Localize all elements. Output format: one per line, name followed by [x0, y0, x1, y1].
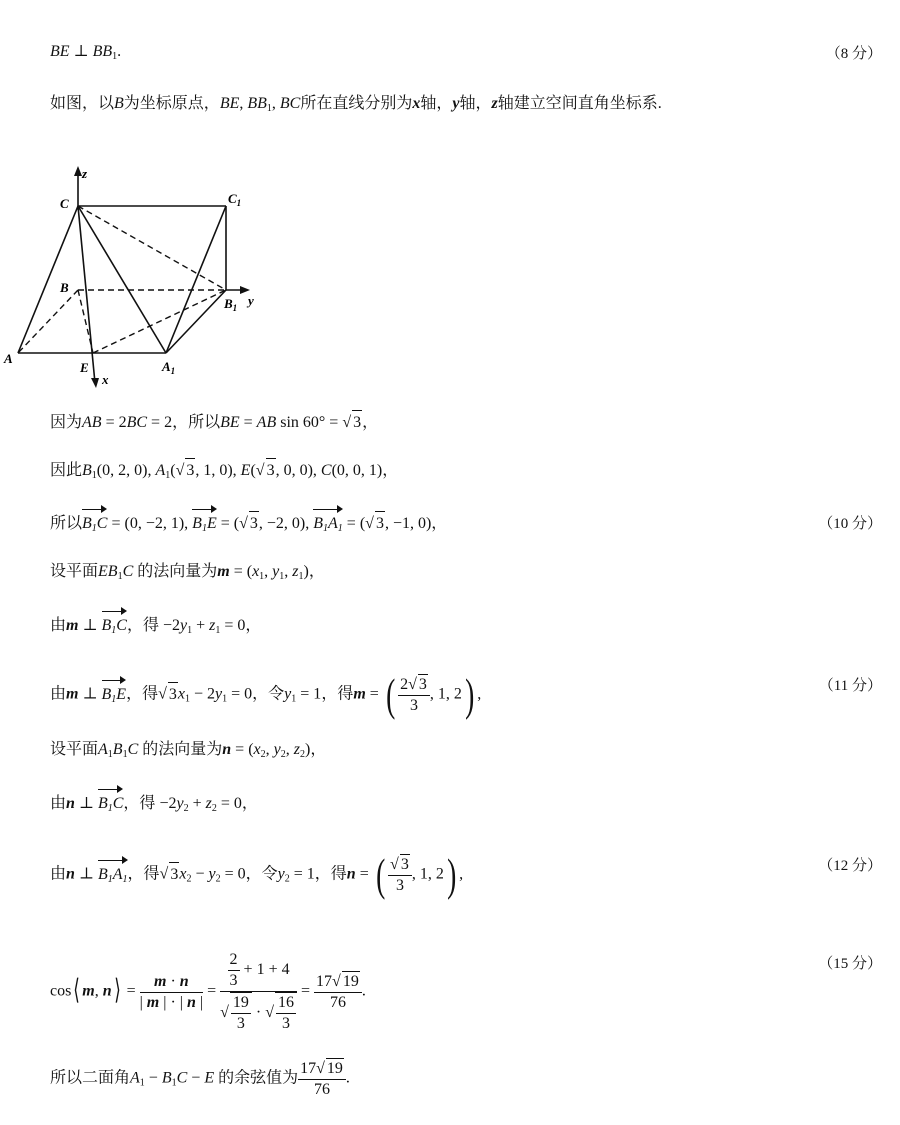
- line-m-perp-b1c: 由m ⊥ $B_1C$，得 $-2y_1 + z_1 = 0$，: [50, 612, 261, 636]
- line-conclusion: 所以二面角$A_1 - B_1C - E$ 的余弦值为 $\frac{17√ 19}{76}$ .: [50, 1060, 350, 1098]
- label-y: y: [248, 293, 254, 308]
- label-C1: $C_1$: [228, 191, 242, 208]
- line-compute-be: 因为AB = 2BC = 2，所以BE = AB sin 60° = √ 3，: [50, 410, 378, 434]
- label-A: A: [4, 351, 13, 366]
- label-E: E: [80, 360, 89, 375]
- line-be-perp: BE ⊥ $BB_1$.: [50, 43, 122, 62]
- line-n-result: 由n ⊥ $B_1A_1$，得√ $3x_2 - y_2 = 0$，令$y_2 = 1$，得n = ( $\frac{√ 3}{3}$ , 1, 2) ,: [50, 849, 464, 900]
- label-A1: $A_1$: [162, 359, 176, 376]
- line-cosine: cos⟨ m, n⟩ = $\frac{m \cdot n}{| m | \cdot | n |}$ = $\frac{2}{3}$ + 1 + 4 √ $\frac{19}{3}$ · √ $\frac{16}{3}$ = $\frac{17√ 19}{76}$ .: [50, 951, 366, 1032]
- label-B: B: [60, 280, 69, 295]
- label-B1: $B_1$: [224, 296, 238, 313]
- label-C: C: [60, 196, 69, 211]
- score-15: （15 分）: [818, 956, 882, 972]
- line-n-perp-b1c: 由n ⊥ $B_1C$，得 $-2y_2 + z_2 = 0$，: [50, 790, 258, 814]
- label-x: x: [102, 372, 109, 387]
- score-11: （11 分）: [818, 678, 882, 694]
- label-z: z: [82, 166, 88, 181]
- score-8: （8 分）: [825, 46, 882, 62]
- line-coordinate-setup: 如图，以B为坐标原点，BE, $BB_1$, BC所在直线分别为x轴，y轴，z轴建立空间直角坐标系.: [50, 95, 662, 114]
- prism-diagram: [0, 160, 290, 390]
- score-10: （10 分）: [818, 516, 882, 532]
- line-coordinates: 因此$B_1(0$, 2, 0), $A_1(√$ 3, 1, 0), E(√ 3, 0, 0), C(0, 0, 1)，: [50, 458, 398, 482]
- line-m-result: 由m ⊥ $B_1E$，得√ $3x_1 - 2y_1 = 0$，令$y_1 = 1$，得m = ( $\frac{2√ 3}{3}$ , 1, 2) ,: [50, 669, 482, 720]
- line-normal-m: 设平面$EB_1C$ 的法向量为$m = (x_1$, $y_1$, $z_1$)，: [50, 563, 325, 582]
- line-vectors: 所以$B_1C = (0$, −2, 1), $B_1E$ = (√ 3, −2, 0), $B_1A_1$ = (√ 3, −1, 0)，: [50, 510, 447, 534]
- score-12: （12 分）: [818, 858, 882, 874]
- line-normal-n: 设平面$A_1B_1C$ 的法向量为$n = (x_2$, $y_2$, $z_2$)，: [50, 741, 327, 760]
